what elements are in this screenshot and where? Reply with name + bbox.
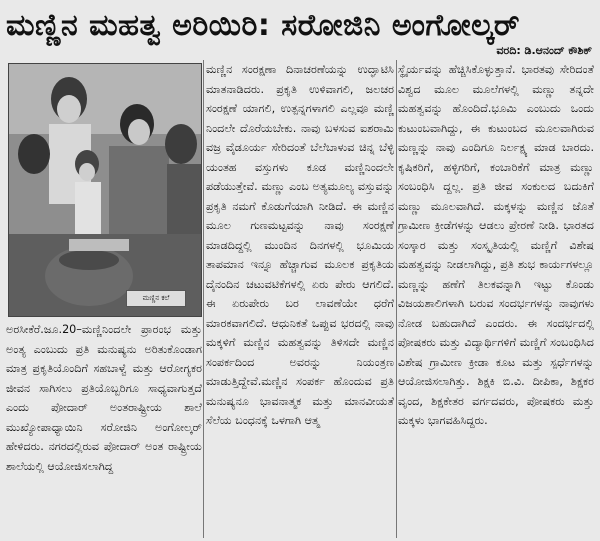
article-byline: ವರದಿ: ಡಿ.ಆನಂದ್ ಕೌಶಿಕ್	[496, 44, 592, 57]
column-divider	[396, 60, 397, 538]
column-3-text: ಸ್ಥೈರ್ಯವನ್ನು ಹೆಚ್ಚಿಸಿಕೊಳ್ಳುತ್ತಾನೆ. ಭಾರತವು ಸೇರಿದಂತೆ ವಿಶ್ವದ ಮೂಲ ಮೂಲೆಗಳಲ್ಲಿ ಮಣ್ಣು ತನ್ನದೇ ಮಹತ್ವವನ್ನು ಹೊಂದಿದೆ.ಭೂಮಿ ಎಂಬುದು ಒಂದು ಕುಟುಂಬವಾಗಿದ್ದು, ಈ ಕುಟುಂಬದ ಮೂಲವಾಗಿರುವ ಮಣ್ಣನ್ನು ನಾವು ಎಂದಿಗೂ ನಿರ್ಲಕ್ಷ್ಯ ಮಾಡ ಬಾರದು. ಕೃಷಿಕರಿಗೆ, ಹಳ್ಳಿಗರಿಗೆ, ಕಂಬಾರಿಕೆಗೆ ಮಾತ್ರ ಮಣ್ಣು ಸಂಬಂಧಿಸಿ ದ್ದಲ್ಲ. ಪ್ರತಿ ಜೀವ ಸಂಕುಲದ ಬದುಕಿಗೆ ಮಣ್ಣು ಮೂಲವಾಗಿದೆ. ಮಕ್ಕಳನ್ನು ಮಣ್ಣಿನ ಜೊತೆ ಗ್ರಾಮೀಣ ಕ್ರೀಡೆಗಳನ್ನು ಆಡಲು ಪ್ರೇರಣೆ ನೀಡಿ. ಭಾರತದ ಸಂಸ್ಕಾರ ಮತ್ತು ಸಂಸ್ಕೃತಿಯಲ್ಲಿ ಮಣ್ಣಿಗೆ ವಿಶೇಷ ಮಹತ್ವವನ್ನು ನೀಡಲಾಗಿದ್ದು, ಪ್ರತಿ ಶುಭ ಕಾರ್ಯಗಳಲ್ಲೂ ಮಣ್ಣನ್ನು ಹಣೆಗೆ ತಿಲಕವನ್ನಾಗಿ ಇಟ್ಟು ಕೊಂಡು ವಿಜಯಶಾಲಿಗಳಾಗಿ ಬರುವ ಸಂದರ್ಭಗಳನ್ನು ನಾವುಗಳು ನೋಡ ಬಹುದಾಗಿದೆ ಎಂದರು. ಈ ಸಂದರ್ಭದಲ್ಲಿ ಪೋಷಕರು ಮತ್ತು ವಿದ್ಯಾರ್ಥಿಗಳಿಗೆ ಮಣ್ಣಿಗೆ ಸಂಬಂಧಿಸಿದ ವಿಶೇಷ ಗ್ರಾಮೀಣ ಕ್ರೀಡಾ ಕೂಟ ಮತ್ತು ಸ್ಪರ್ಧೆಗಳನ್ನು ಆಯೋಜಿಸಲಾಗಿತ್ತು. ಶಿಕ್ಷಕಿ ಬಿ.ವಿ. ದೀಪಿಕಾ, ಶಿಕ್ಷಕರ ವೃಂದ, ಶಿಕ್ಷಕೇತರ ವರ್ಗದವರು, ಪೋಷಕರು ಮತ್ತು ಮಕ್ಕಳು ಭಾಗವಹಿಸಿದ್ದರು.	[398, 63, 594, 427]
article-photo	[8, 63, 202, 317]
column-divider	[203, 60, 204, 538]
article-headline: ಮಣ್ಣಿನ ಮಹತ್ವ ಅರಿಯಿರಿ: ಸರೋಜಿನಿ ಅಂಗೋಲ್ಕರ್	[6, 8, 520, 43]
photo-caption: ಮಣ್ಣಿನ ಕಲೆ	[126, 290, 186, 307]
article-column-2	[206, 60, 394, 538]
article-column-1	[6, 320, 202, 535]
column-2-text: ಮಣ್ಣಿನ ಸಂರಕ್ಷಣಾ ದಿನಾಚರಣೆಯನ್ನು ಉದ್ಘಾಟಿಸಿ ಮಾತನಾಡಿದರು. ಪ್ರಕೃತಿ ಉಳಿವಾಗಲಿ, ಜಲಚರ ಸಂರಕ್ಷಣೆ ಯಾಗಲಿ, ಉತ್ಪನ್ನಗಳಾಗಲಿ ಎಲ್ಲವೂ ಮಣ್ಣಿ ನಿಂದಲೇ ದೊರೆಯಬೇಕು. ನಾವು ಬಳಸುವ ಐಶರಾಮಿ ವಜ್ರ ವೈಡೂರ್ಯ ಸೇರಿದಂತೆ ಬೆಲೆಬಾಳುವ ಚಿನ್ನ ಬೆಳ್ಳಿ ಯಂತಹ ವಸ್ತುಗಳು ಕೂಡ ಮಣ್ಣಿನಿಂದಲೇ ಪಡೆಯುತ್ತೇವೆ. ಮಣ್ಣು ಎಂಬ ಅತ್ಯಮೂಲ್ಯ ವಸ್ತುವನ್ನು ಪ್ರಕೃತಿ ನಮಗೆ ಕೊಡುಗೆಯಾಗಿ ನೀಡಿದೆ. ಈ ಮಣ್ಣಿನ ಮೂಲ ಗುಣಮಟ್ಟವನ್ನು ನಾವು ಸಂರಕ್ಷಣೆ ಮಾಡದಿದ್ದಲ್ಲಿ ಮುಂದಿನ ದಿನಗಳಲ್ಲಿ ಭೂಮಿಯ ತಾಪಮಾನ ಇನ್ನೂ ಹೆಚ್ಚಾಗುವ ಮೂಲಕ ಪ್ರಕೃತಿಯ ದೈನಂದಿನ ಚಟುವಟಿಕೆಗಳಲ್ಲಿ ಏರು ಪೇರು ಆಗಲಿದೆ. ಈ ಏರುಪೇರು ಬರ ಲಾವಣೆಯೇ ಧರೆಗೆ ಮಾರಕವಾಗಲಿದೆ. ಆಧುನಿಕತೆ ಒಪ್ಪುವ ಭರದಲ್ಲಿ ನಾವು ಮಕ್ಕಳಿಗೆ ಮಣ್ಣಿನ ಮಹತ್ವವನ್ನು ತಿಳಿಸದೇ ಮಣ್ಣಿನ ಸಂಪರ್ಕದಿಂದ ಅವರನ್ನು ನಿಯಂತ್ರಣ ಮಾಡುತ್ತಿದ್ದೇವೆ.ಮಣ್ಣಿನ ಸಂಪರ್ಕ ಹೊಂದುವ ಪ್ರತಿ ಮನುಷ್ಯನೂ ಭಾವನಾತ್ಮಕ ಮತ್ತು ಮಾನವೀಯತೆ ಸೆಲೆಯ ಬಂಧನಕ್ಕೆ ಒಳಗಾಗಿ ಆತ್ಮ	[206, 63, 394, 427]
column-1-text: ಅರಸೀಕೆರೆ.ಜೂ.20–ಮಣ್ಣಿನಿಂದಲೇ ಪ್ರಾರಂಭ ಮತ್ತು ಅಂತ್ಯ ಎಂಬುದು ಪ್ರತಿ ಮನುಷ್ಯನು ಅರಿತುಕೊಂಡಾಗ ಮಾತ್ರ ಪ್ರಕೃತಿಯೊಂದಿಗೆ ಸಹಬಾಳ್ವೆ ಮತ್ತು ಆರೋಗ್ಯಕರ ಜೀವನ ಸಾಗಿಸಲು ಪ್ರತಿಯೊಬ್ಬರಿಗೂ ಸಾಧ್ಯವಾಗುತ್ತದೆ ಎಂದು ಪೋದಾರ್ ಅಂತರಾಷ್ಟ್ರೀಯ ಶಾಲೆ ಮುಖ್ಯೋಪಾಧ್ಯಾಯಿನಿ ಸರೋಜಿನಿ ಅಂಗೋಲ್ಕರ್ ಹೇಳಿದರು. ನಗರದಲ್ಲಿರುವ ಪೋದಾರ್ ಅಂತ ರಾಷ್ಟ್ರೀಯ ಶಾಲೆಯಲ್ಲಿ ಆಯೋಜಿಸಲಾಗಿದ್ದ	[6, 323, 202, 473]
article-column-3	[398, 60, 594, 538]
